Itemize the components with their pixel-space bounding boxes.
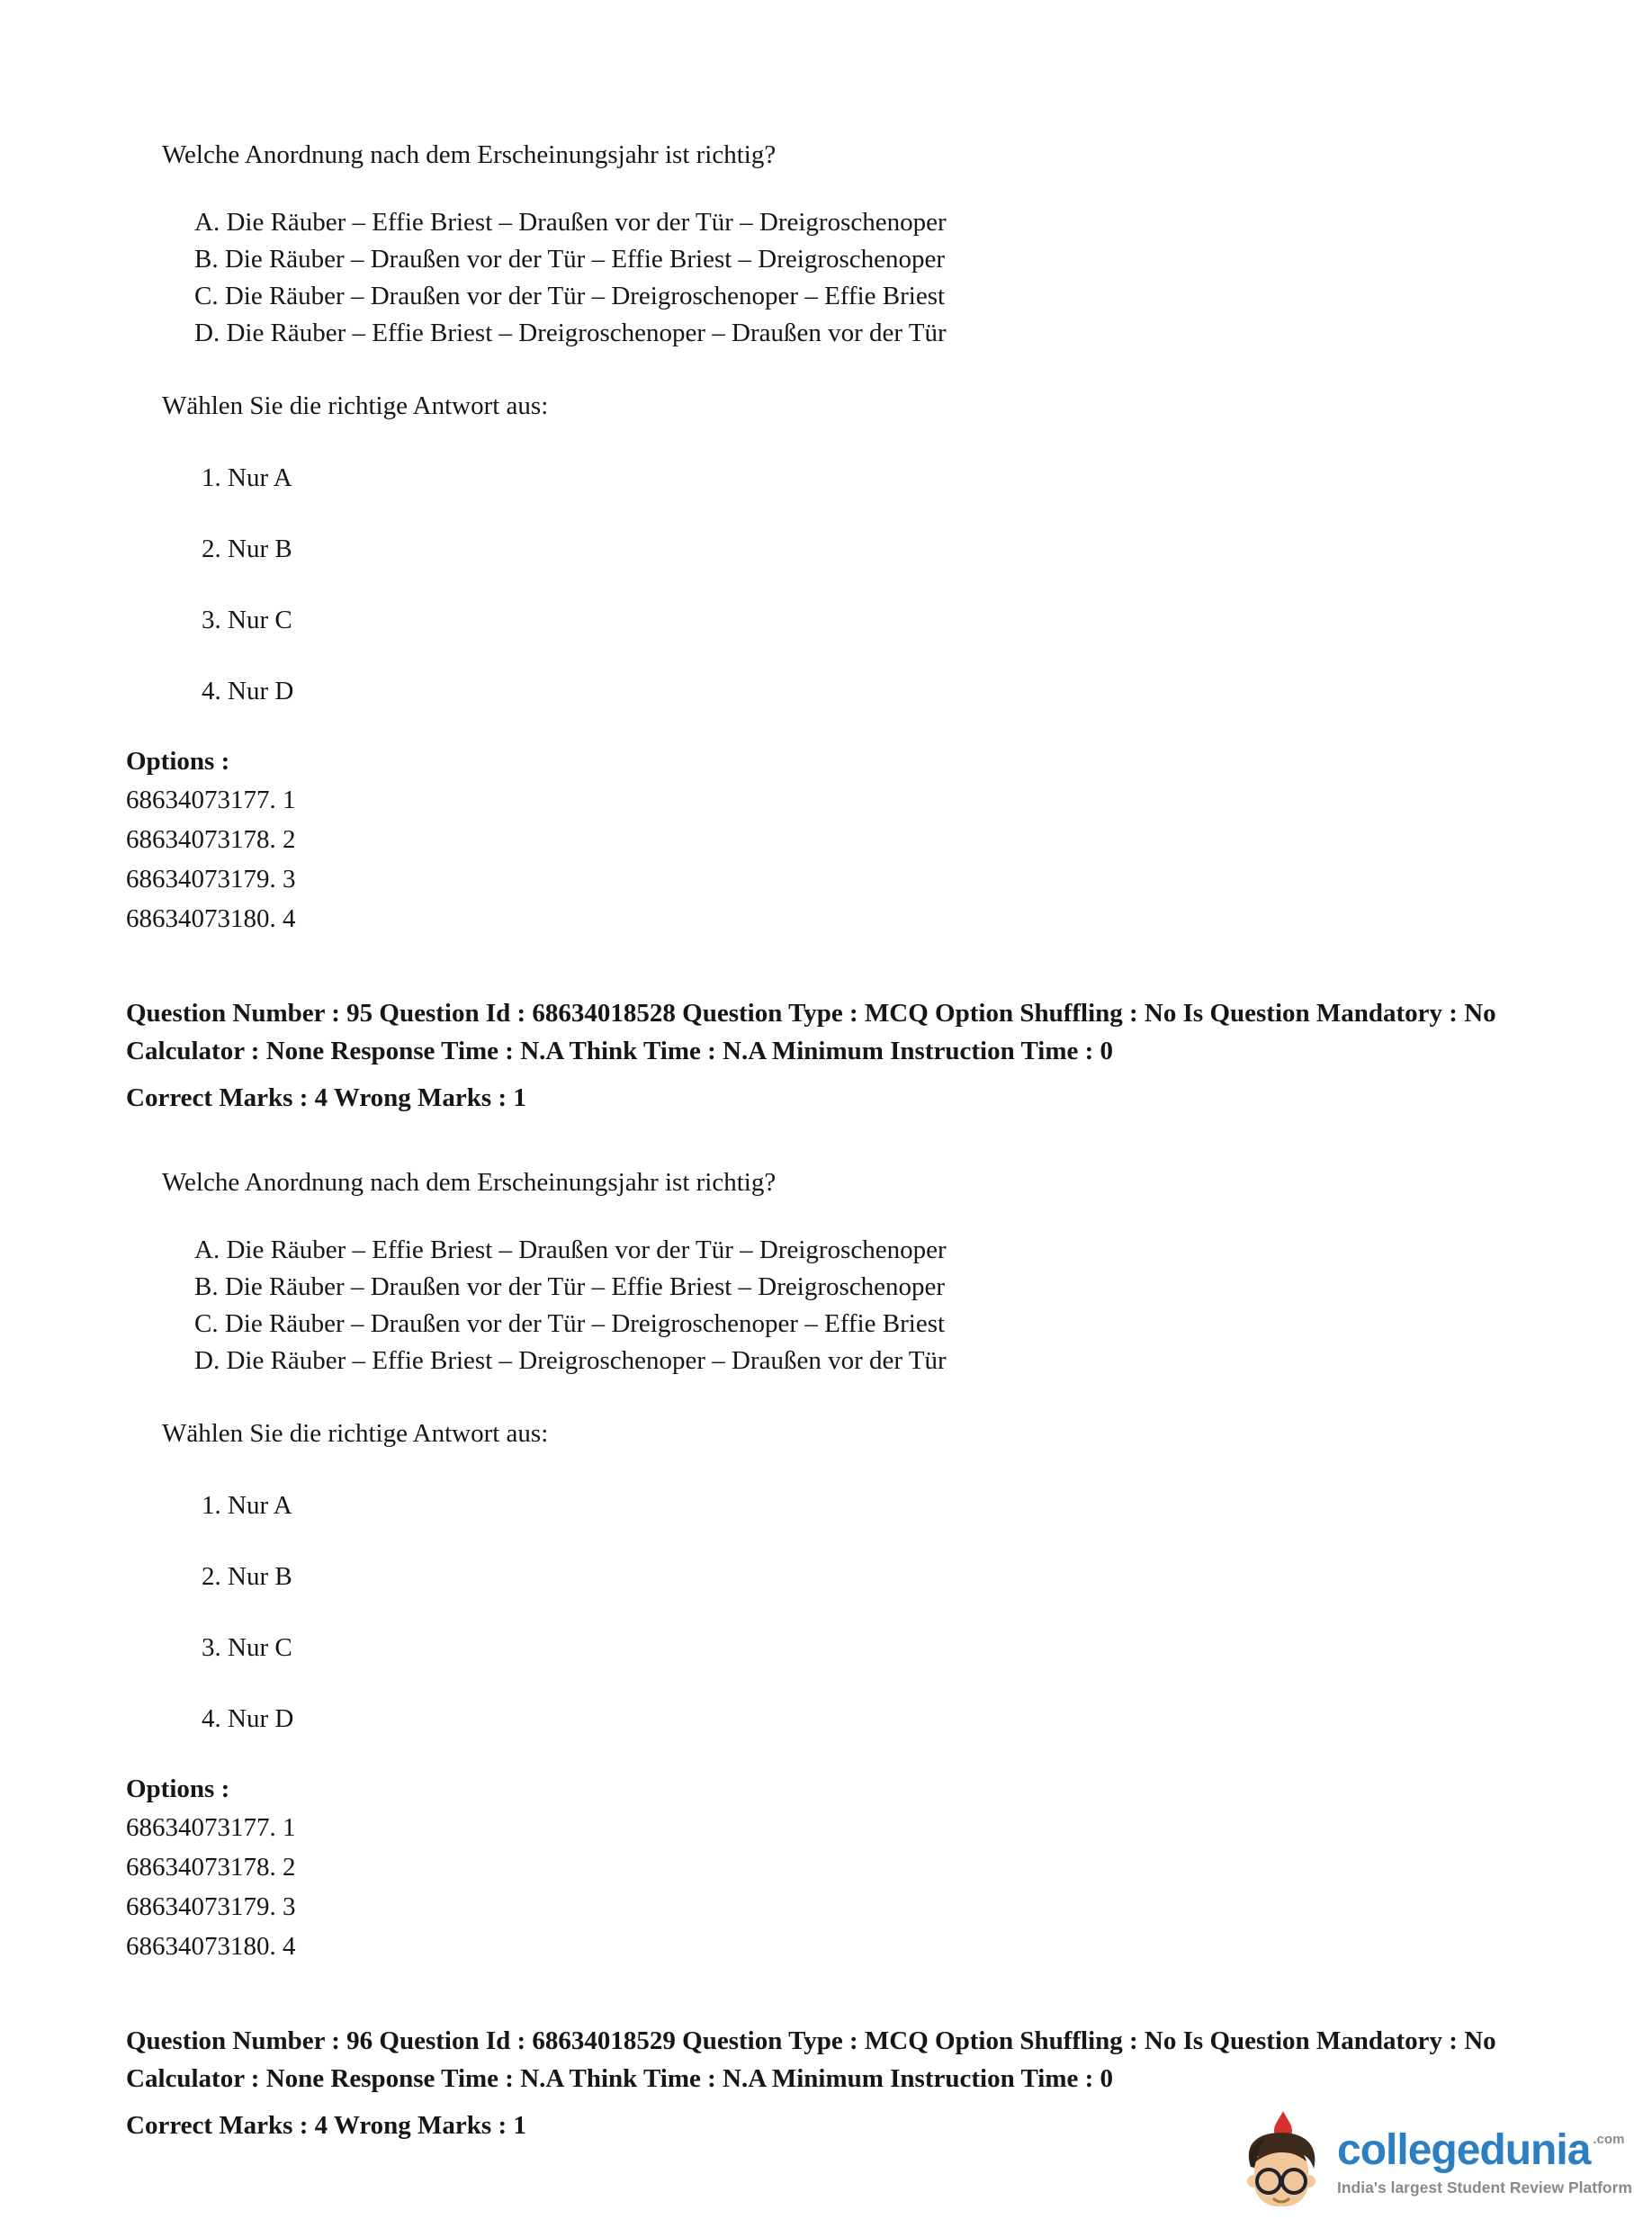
choice-list <box>194 204 1652 352</box>
answer-option-1: 1. Nur A <box>202 463 292 492</box>
option-id-list <box>126 1808 1652 1966</box>
option-id: 68634073178. 2 <box>126 825 296 854</box>
brand-text <box>1337 2125 1632 2197</box>
brand-logo <box>1238 2109 1632 2215</box>
option-id: 68634073177. 1 <box>126 1813 296 1842</box>
options-label: Options : <box>126 1774 230 1803</box>
answer-option-2: 2. Nur B <box>202 535 292 563</box>
answer-prompt: Wählen Sie die richtige Antwort aus: <box>162 1419 549 1448</box>
question-block <box>0 1167 1652 1966</box>
option-id: 68634073180. 4 <box>126 1932 296 1961</box>
choice-d: D. Die Räuber – Effie Briest – Dreigroschenoper – Draußen vor der Tür <box>194 319 947 347</box>
option-id: 68634073178. 2 <box>126 1853 296 1882</box>
choice-list <box>194 1232 1652 1379</box>
choice-b: B. Die Räuber – Draußen vor der Tür – Effie Briest – Dreigroschenoper <box>194 1272 946 1301</box>
answer-option-3: 3. Nur C <box>202 1633 292 1662</box>
brand-name: collegedunia <box>1337 2125 1591 2174</box>
marks-line: Correct Marks : 4 Wrong Marks : 1 <box>126 2111 526 2140</box>
option-id: 68634073180. 4 <box>126 904 296 933</box>
option-id: 68634073179. 3 <box>126 865 296 894</box>
question-metadata: Question Number : 96 Question Id : 68634018529 Question Type : MCQ Option Shuffling : No Is Question Mandatory : No Calculator : None Response Time : N.A Think Time : N.A Minimum Instruction Time : 0 <box>126 2026 1496 2093</box>
brand-suffix: .com <box>1593 2131 1625 2147</box>
option-id: 68634073179. 3 <box>126 1892 296 1921</box>
question-text: Welche Anordnung nach dem Erscheinungsjahr ist richtig? <box>162 1168 777 1197</box>
brand-tagline: India's largest Student Review Platform <box>1337 2178 1632 2197</box>
question-text: Welche Anordnung nach dem Erscheinungsjahr ist richtig? <box>162 140 777 169</box>
option-id-list <box>126 780 1652 939</box>
choice-b: B. Die Räuber – Draußen vor der Tür – Effie Briest – Dreigroschenoper <box>194 245 946 274</box>
answer-option-4: 4. Nur D <box>202 1704 294 1733</box>
choice-a: A. Die Räuber – Effie Briest – Draußen vor der Tür – Dreigroschenoper <box>194 1235 947 1264</box>
question-block <box>0 139 1652 939</box>
question-metadata: Question Number : 95 Question Id : 68634018528 Question Type : MCQ Option Shuffling : No Is Question Mandatory : No Calculator : None Response Time : N.A Think Time : N.A Minimum Instruction Time : 0 <box>126 999 1496 1065</box>
mascot-icon <box>1238 2109 1324 2215</box>
choice-d: D. Die Räuber – Effie Briest – Dreigroschenoper – Draußen vor der Tür <box>194 1346 947 1375</box>
option-id: 68634073177. 1 <box>126 786 296 814</box>
answer-list <box>202 1491 1652 1733</box>
answer-option-1: 1. Nur A <box>202 1491 292 1520</box>
choice-c: C. Die Räuber – Draußen vor der Tür – Dreigroschenoper – Effie Briest <box>194 282 946 310</box>
answer-prompt: Wählen Sie die richtige Antwort aus: <box>162 391 549 420</box>
answer-option-3: 3. Nur C <box>202 606 292 634</box>
answer-option-2: 2. Nur B <box>202 1562 292 1591</box>
choice-c: C. Die Räuber – Draußen vor der Tür – Dreigroschenoper – Effie Briest <box>194 1309 946 1338</box>
choice-a: A. Die Räuber – Effie Briest – Draußen vor der Tür – Dreigroschenoper <box>194 208 947 237</box>
answer-list <box>202 463 1652 705</box>
answer-option-4: 4. Nur D <box>202 677 294 705</box>
marks-line: Correct Marks : 4 Wrong Marks : 1 <box>126 1083 526 1112</box>
options-label: Options : <box>126 747 230 776</box>
